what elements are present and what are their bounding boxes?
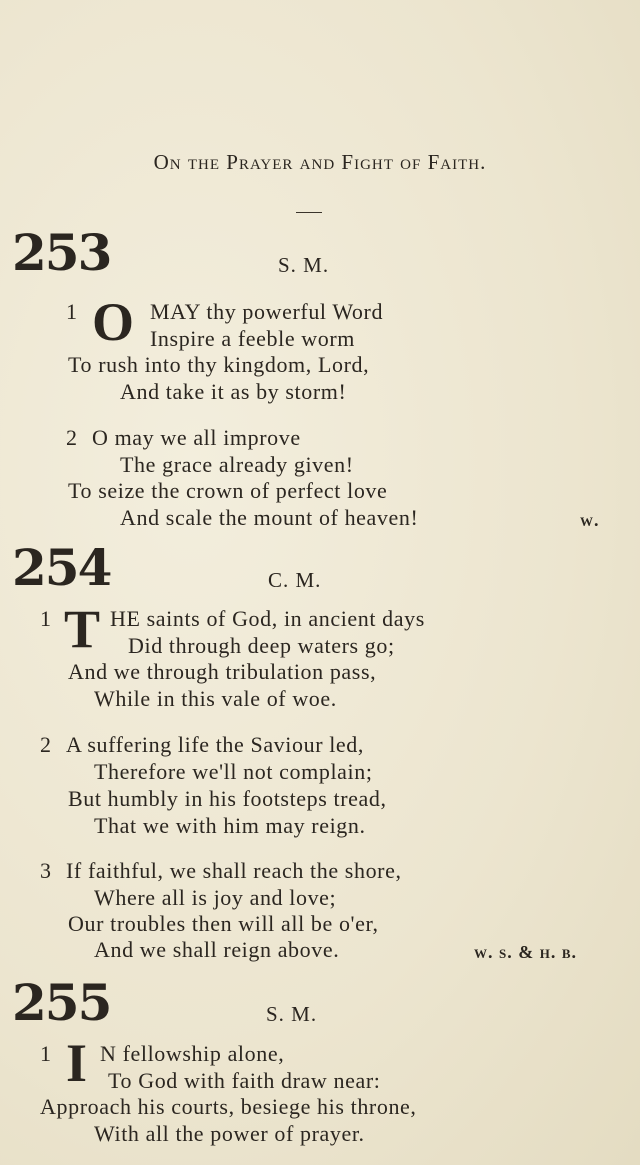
hymn-number: 254 [12, 538, 111, 597]
verse-number: 2 [40, 732, 51, 757]
verse-line: O may we all improve [92, 425, 301, 450]
verse-number: 1 [66, 299, 77, 324]
verse-number: 3 [40, 858, 51, 883]
drop-cap: T [64, 599, 101, 659]
hymn-meter: S. M. [278, 253, 330, 277]
verse-line: Inspire a feeble worm [150, 326, 356, 351]
verse-line: N fellowship alone, [100, 1041, 285, 1066]
verse-line: And take it as by storm! [120, 379, 347, 404]
verse-line: MAY thy powerful Word [150, 299, 384, 324]
hymn-meter: C. M. [268, 568, 322, 592]
hymn-number: 253 [12, 223, 111, 282]
verse-line: Our troubles then will all be o'er, [68, 911, 379, 936]
verse-number: 1 [40, 1041, 51, 1066]
divider-rule [296, 212, 322, 213]
verse-line: Therefore we'll not complain; [94, 759, 373, 784]
author-attribution: w. [580, 510, 600, 530]
drop-cap: O [92, 292, 135, 352]
verse-line: Approach his courts, besiege his throne, [40, 1094, 417, 1119]
verse-line: And we through tribulation pass, [68, 659, 377, 684]
verse-number: 1 [40, 606, 51, 631]
verse-line: To seize the crown of perfect love [68, 478, 388, 503]
hymn-number: 255 [12, 973, 111, 1032]
verse-line: Where all is joy and love; [94, 885, 337, 910]
section-heading: On the Prayer and Fight of Faith. [153, 150, 487, 174]
drop-cap: I [66, 1033, 88, 1093]
verse-line: If faithful, we shall reach the shore, [66, 858, 402, 883]
verse-line: That we with him may reign. [94, 813, 366, 838]
verse-line: And scale the mount of heaven! [120, 505, 419, 530]
verse-line: To God with faith draw near: [108, 1068, 381, 1093]
verse-line: With all the power of prayer. [94, 1121, 365, 1146]
hymn-meter: S. M. [266, 1002, 318, 1026]
verse-line: A suffering life the Saviour led, [66, 732, 365, 757]
verse-line: And we shall reign above. [94, 937, 340, 962]
verse-number: 2 [66, 425, 77, 450]
verse-line: To rush into thy kingdom, Lord, [68, 352, 370, 377]
author-attribution: w. s. & h. b. [474, 942, 578, 962]
verse-line: HE saints of God, in ancient days [110, 606, 425, 631]
verse-line: The grace already given! [120, 452, 354, 477]
verse-line: Did through deep waters go; [128, 633, 395, 658]
verse-line: But humbly in his footsteps tread, [68, 786, 387, 811]
verse-line: While in this vale of woe. [94, 686, 337, 711]
